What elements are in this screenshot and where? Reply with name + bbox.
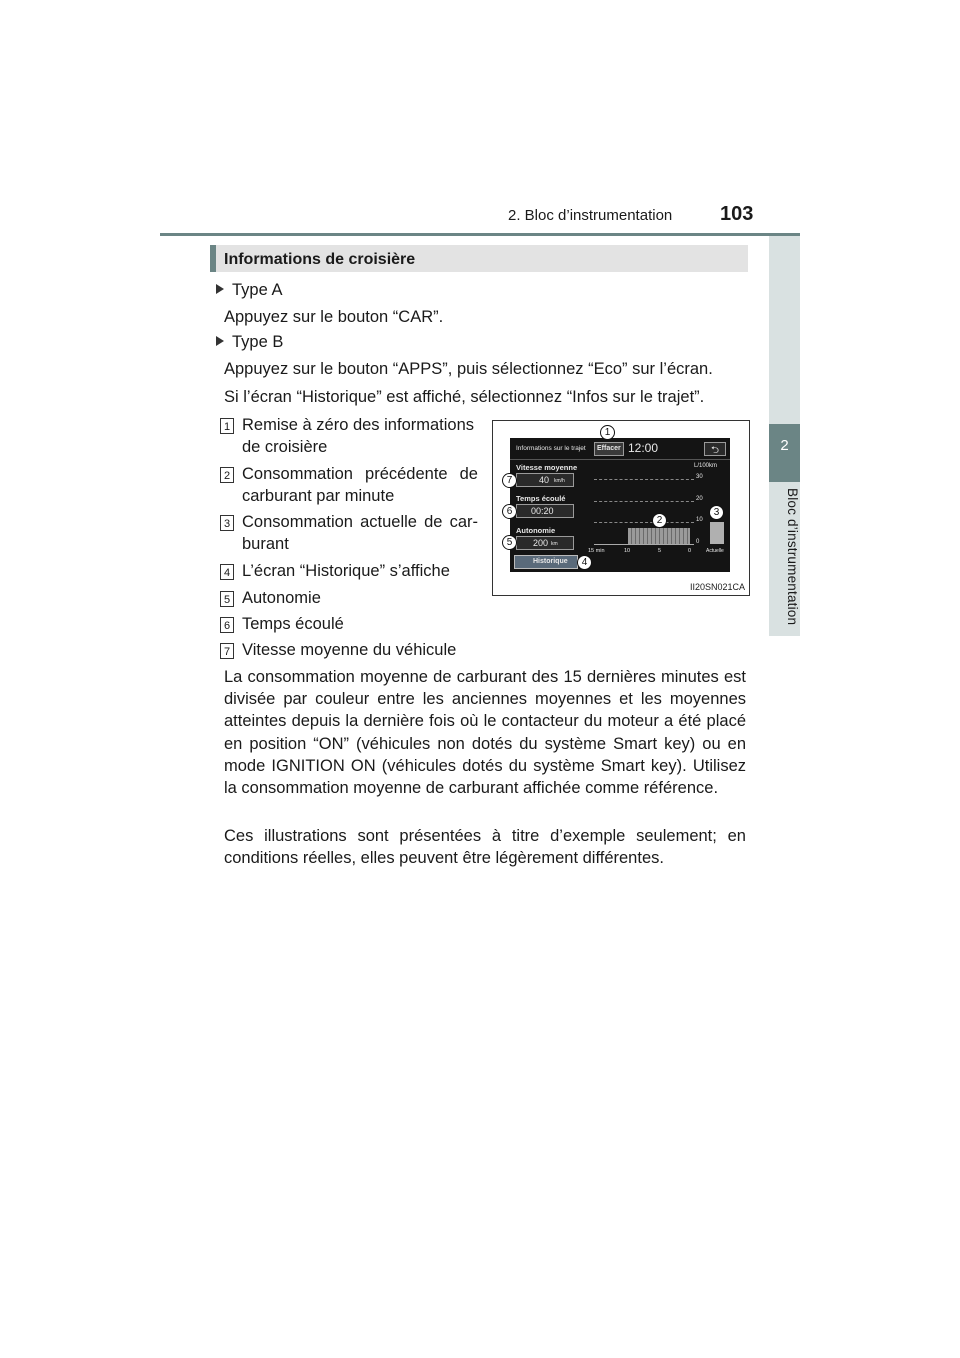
history-button-label: Historique — [533, 558, 568, 565]
y-tick-10: 10 — [696, 517, 703, 523]
legend-text-3b: burant — [242, 535, 289, 553]
back-button[interactable] — [704, 442, 726, 456]
range-box — [516, 536, 574, 550]
body-paragraph-1: La consommation moyenne de carburant des 15 dernières minutes est divisée par couleur entre les anciennes moyennes et les moyennes atteintes depuis la dernière fois où le contacteur du moteur a été placé en position “ON” (véhicules non dotés du système Smart key) ou en mode IGNITION ON (véhicules dotés du système Smart key). Utilisez la consommation moyenne de carburant affichée comme référence. — [224, 668, 746, 798]
legend-number-6: 6 — [220, 617, 234, 633]
display-screen — [510, 438, 730, 572]
legend-text-5: Autonomie — [242, 589, 321, 607]
legend-text-2b: carburant par minute — [242, 487, 395, 505]
callout-5: 5 — [502, 535, 517, 550]
avg-speed-box — [516, 473, 574, 487]
type-b-text: Type B — [232, 333, 284, 351]
legend-text-2a-inner: Consommation précédente de — [242, 465, 478, 483]
type-a-text: Type A — [232, 281, 283, 299]
type-a-instruction: Appuyez sur le bouton “CAR”. — [224, 308, 444, 326]
current-label: Actuelle — [706, 548, 724, 554]
elapsed-box — [516, 504, 574, 518]
legend-number-4: 4 — [220, 564, 234, 580]
callout-4: 4 — [577, 555, 592, 570]
side-tab-number: 2 — [780, 437, 789, 454]
legend-text-3a-inner: Consommation actuelle de car- — [242, 513, 478, 531]
callout-1: 1 — [600, 425, 615, 440]
page-number: 103 — [720, 203, 754, 225]
clear-button-label: Effacer — [597, 445, 621, 452]
range-label: Autonomie — [516, 526, 556, 535]
legend-number-7: 7 — [220, 643, 234, 659]
x-tick-15min: 15 min — [588, 548, 605, 554]
range-value: 200 — [533, 538, 549, 548]
screen-divider — [510, 459, 730, 460]
unit-label: L/100km — [694, 463, 718, 469]
chapter-title: 2. Bloc d’instrumentation — [508, 207, 673, 224]
y-tick-0: 0 — [696, 539, 700, 545]
header-rule — [160, 233, 800, 236]
legend-text-4: L’écran “Historique” s’affiche — [242, 562, 450, 580]
screen-title: Informations sur le trajet — [516, 445, 586, 452]
type-b-instruction-2: Si l’écran “Historique” est affiché, sélectionnez “Infos sur le trajet”. — [224, 388, 705, 406]
legend-number-1: 1 — [220, 418, 234, 434]
clear-button[interactable] — [594, 442, 624, 456]
history-button[interactable] — [514, 555, 578, 569]
triangle-bullet-icon — [216, 336, 224, 346]
gridline-10 — [594, 522, 694, 523]
callout-6: 6 — [502, 504, 517, 519]
gridline-20 — [594, 501, 694, 502]
callout-7: 7 — [502, 473, 517, 488]
y-tick-30: 30 — [696, 474, 703, 480]
section-title: Informations de croisière — [224, 251, 416, 268]
legend-text-1a: Remise à zéro des informations — [242, 416, 475, 434]
type-a-label — [216, 279, 282, 301]
elapsed-label: Temps écoulé — [516, 494, 566, 503]
legend-text-6: Temps écoulé — [242, 615, 344, 633]
x-tick-5: 5 — [658, 548, 662, 554]
legend-number-5: 5 — [220, 591, 234, 607]
avg-speed-label: Vitesse moyenne — [516, 463, 578, 472]
current-bar — [710, 522, 724, 544]
back-arrow-icon: ⮌ — [711, 445, 720, 456]
legend-number-2: 2 — [220, 467, 234, 483]
gridline-30 — [594, 479, 694, 480]
x-tick-0: 0 — [688, 548, 692, 554]
figure-code: II20SN021CA — [690, 582, 746, 592]
history-bars — [628, 528, 690, 544]
legend-text-2a — [242, 463, 478, 485]
type-b-label — [216, 331, 283, 353]
callout-3: 3 — [709, 505, 724, 520]
screen-clock: 12:00 — [628, 441, 659, 455]
callout-2: 2 — [652, 513, 667, 528]
type-b-instruction: Appuyez sur le bouton “APPS”, puis sélectionnez “Eco” sur l’écran. — [224, 360, 713, 378]
legend-text-3a — [242, 511, 478, 533]
x-tick-10: 10 — [624, 548, 631, 554]
avg-speed-value: 40 — [539, 475, 550, 485]
y-tick-20: 20 — [696, 496, 703, 502]
avg-speed-unit: km/h — [554, 478, 565, 484]
legend-text-7: Vitesse moyenne du véhicule — [242, 641, 457, 659]
legend-text-1b: de croisière — [242, 438, 328, 456]
triangle-bullet-icon — [216, 284, 224, 294]
elapsed-value: 00:20 — [531, 506, 554, 516]
legend-number-3: 3 — [220, 515, 234, 531]
range-unit: km — [551, 541, 558, 547]
body-paragraph-2: Ces illustrations sont présentées à titre d’exemple seulement; en conditions réelles, elles peuvent être légèrement différentes. — [224, 827, 746, 868]
side-tab-label: Bloc d’instrumentation — [785, 488, 800, 626]
graph-baseline — [594, 544, 694, 545]
